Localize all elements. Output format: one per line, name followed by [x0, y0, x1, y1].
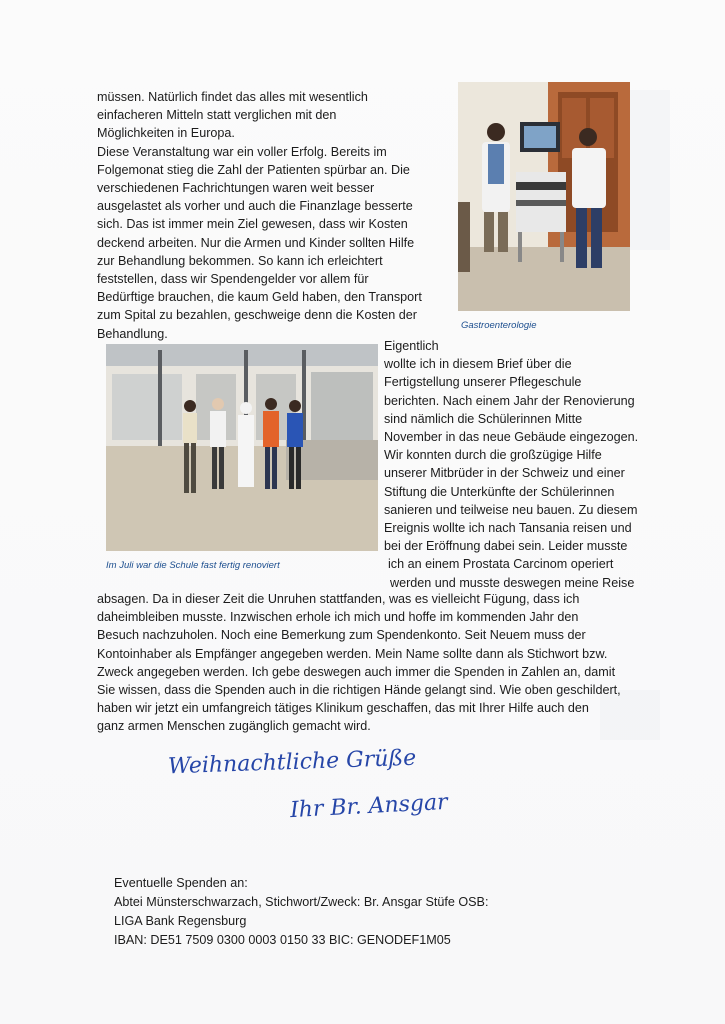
text-line: absagen. Da in dieser Zeit die Unruhen stattfanden, was es vielleicht Fügung, dass ich	[97, 592, 580, 606]
text-line: Eigentlich	[384, 339, 439, 353]
body-paragraph-bottom	[97, 590, 621, 736]
body-paragraph-right	[384, 337, 638, 592]
donation-info	[114, 874, 488, 950]
donation-iban: IBAN: DE51 7509 0300 0003 0150 33 BIC: GENODEF1M05	[114, 933, 451, 947]
text-line: verschiedenen Fachrichtungen waren weit besser	[97, 181, 375, 196]
text-line: Folgemonat stieg die Zahl der Patienten spürbar an. Die	[97, 162, 410, 177]
text-line: haben wir jetzt ein umfangreich tätiges Klinikum geschaffen, das mit Ihrer Hilfe auch den	[97, 701, 589, 716]
text-line: Kontoinhaber als Empfänger angegeben werden. Mein Name sollte dann als Stichwort bzw.	[97, 646, 608, 661]
text-line: unserer Mitbrüder in der Schweiz und einer	[384, 466, 625, 481]
text-line: daheimbleiben musste. Inzwischen erhole ich mich und hoffe im kommenden Jahr den	[97, 610, 579, 625]
text-line: ganz armen Menschen zugänglich gemacht wird.	[97, 719, 371, 734]
gastroenterology-photo	[458, 82, 630, 311]
caption-gastroenterology: Gastroenterologie	[461, 320, 537, 331]
body-paragraph-top	[97, 88, 422, 343]
text-line: Fertigstellung unserer Pflegeschule	[384, 375, 582, 390]
text-line: Wir konnten durch die großzügige Hilfe	[384, 448, 602, 463]
text-line: einfacheren Mitteln statt verglichen mit den	[97, 108, 337, 123]
text-line: wollte ich in diesem Brief über die	[384, 357, 572, 372]
school-photo	[106, 344, 378, 551]
text-line: Ereignis wollte ich nach Tansania reisen und	[384, 521, 632, 536]
text-line: Behandlung.	[97, 326, 168, 341]
text-line: November in das neue Gebäude eingezogen.	[384, 430, 639, 445]
donation-heading: Eventuelle Spenden an:	[114, 876, 248, 890]
text-line: Bedürftige brauchen, die kaum Geld haben, den Transport	[97, 290, 422, 305]
text-line: ich an einem Prostata Carcinom operiert	[388, 557, 614, 572]
text-line: Diese Veranstaltung war ein voller Erfolg. Bereits im	[97, 144, 387, 159]
text-line: Stiftung die Unterkünfte der Schülerinnen	[384, 484, 615, 499]
text-line: sanieren und teilweise neu bauen. Zu diesem	[384, 502, 638, 517]
text-line: sind nämlich die Schülerinnen Mitte	[384, 411, 583, 426]
text-line: bei der Eröffnung dabei sein. Leider musste	[384, 539, 628, 554]
text-line: feststellen, dass wir Spendengelder vor allem für	[97, 272, 369, 287]
text-line: zur Behandlung bekommen. So kann ich erleichtert	[97, 253, 383, 268]
caption-school: Im Juli war die Schule fast fertig renoviert	[106, 560, 280, 571]
donation-bank: LIGA Bank Regensburg	[114, 914, 247, 928]
handwritten-signature: Ihr Br. Ansgar	[289, 789, 449, 824]
text-line: werden und musste deswegen meine Reise	[390, 575, 635, 590]
text-line: müssen. Natürlich findet das alles mit wesentlich	[97, 90, 368, 104]
text-line: deckend arbeiten. Nur die Armen und Kinder sollten Hilfe	[97, 235, 415, 250]
text-line: Sie wissen, dass die Spenden auch in die richtigen Hände gelangt sind. Wie oben geschildert,	[97, 683, 621, 698]
text-line: zum Spital zu bezahlen, geschweige denn die Kosten der	[97, 308, 417, 323]
handwritten-greeting: Weihnachtliche Grüße	[167, 745, 417, 780]
text-line: Möglichkeiten in Europa.	[97, 126, 235, 141]
text-line: berichten. Nach einem Jahr der Renovierung	[384, 393, 635, 408]
text-line: Zweck angegeben werden. Ich gebe deswegen auch immer die Spenden in Zahlen an, damit	[97, 664, 616, 679]
text-line: sich. Das ist immer mein Ziel gewesen, dass wir Kosten	[97, 217, 408, 232]
text-line: Besuch nachzuholen. Noch eine Bemerkung zum Spendenkonto. Seit Neuem muss der	[97, 628, 586, 643]
text-line: ausgelastet als vorher und auch die Finanzlage besserte	[97, 199, 413, 214]
donation-recipient: Abtei Münsterschwarzach, Stichwort/Zweck: Br. Ansgar Stüfe OSB:	[114, 895, 489, 909]
